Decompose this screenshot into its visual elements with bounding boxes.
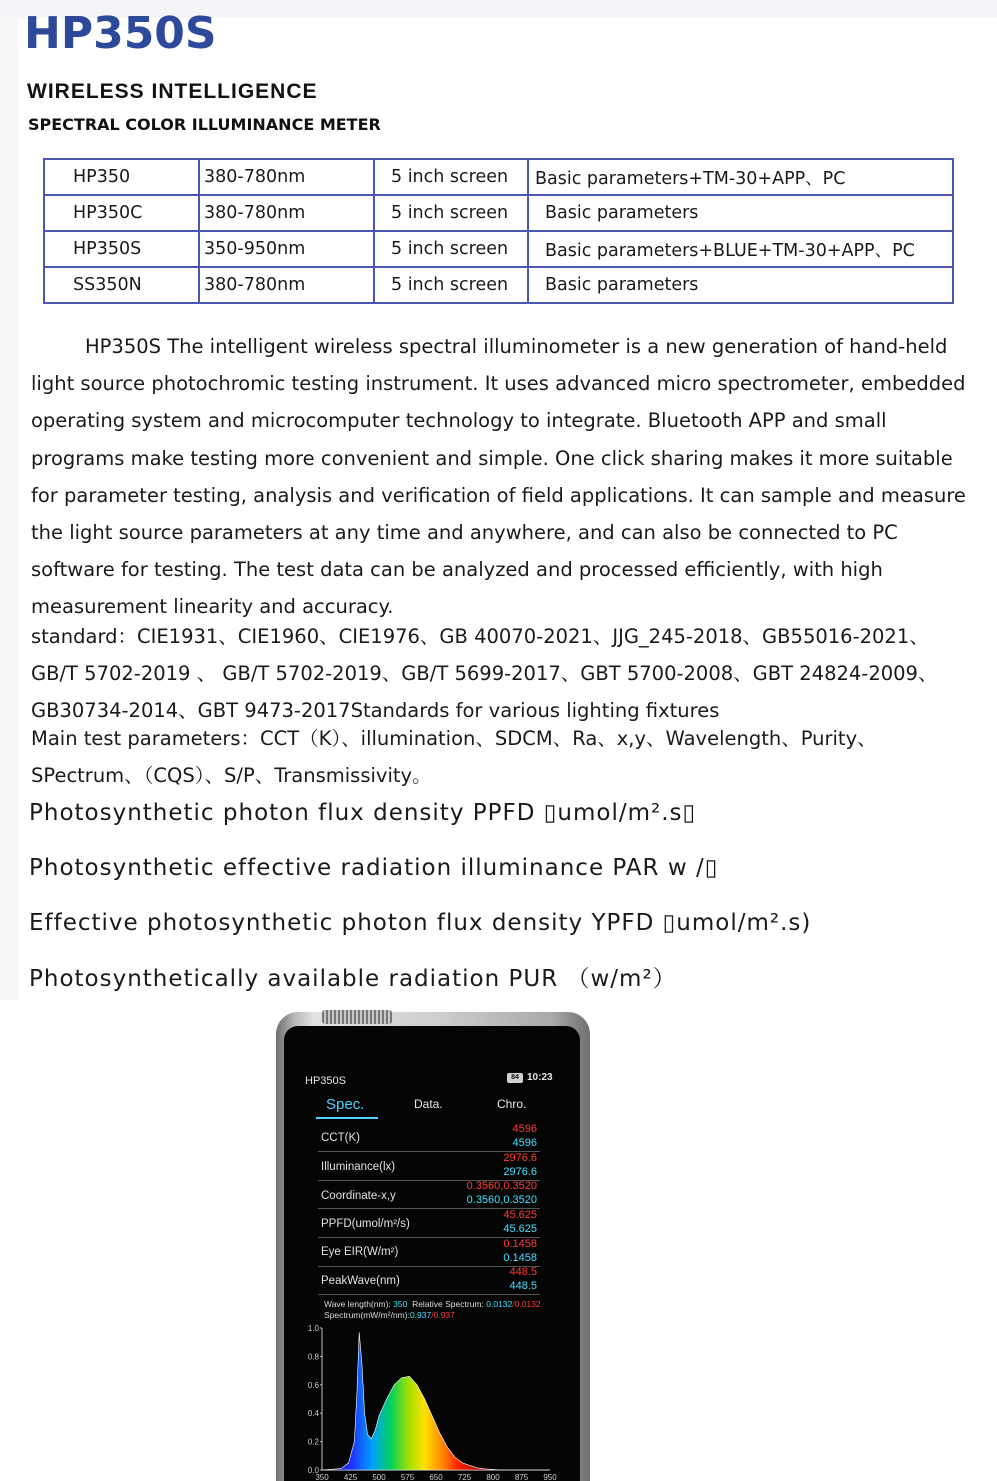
reading-label: PeakWave(nm) — [321, 1275, 400, 1287]
range-cell: 350-950nm — [199, 231, 374, 267]
model-cell: HP350S — [44, 231, 199, 267]
spec-label: Spectrum(mW/m²/nm): — [324, 1310, 410, 1320]
reading-red: 448.5 — [509, 1266, 537, 1278]
table-row — [44, 267, 953, 303]
reading-label: Coordinate-x,y — [321, 1190, 396, 1202]
rel-red: /0.0132 — [512, 1299, 541, 1309]
reading-red: 2976.6 — [503, 1152, 537, 1164]
tab-chro[interactable]: Chro. — [497, 1097, 527, 1111]
reading-label: PPFD(umol/m²/s) — [321, 1218, 410, 1230]
x-tick-label: 500 — [372, 1473, 386, 1481]
subtitle-wireless: WIRELESS INTELLIGENCE — [27, 80, 318, 103]
reading-red: 45.625 — [503, 1209, 537, 1221]
range-cell: 380-780nm — [199, 267, 374, 303]
spec-red: /0.937 — [431, 1310, 455, 1320]
y-tick-label: 1.0 — [307, 1324, 319, 1333]
screen-clock: 10:23 — [527, 1072, 553, 1083]
param-ppfd: Photosynthetic photon flux density PPFD ▯umol/m².s▯ — [29, 800, 697, 826]
screen-cell: 5 inch screen — [374, 231, 528, 267]
screen-title: HP350S — [305, 1075, 346, 1087]
y-tick-label: 0.6 — [307, 1380, 319, 1390]
screen-cell: 5 inch screen — [374, 159, 528, 195]
x-tick-label: 800 — [486, 1473, 500, 1481]
standard-paragraph: standard：CIE1931、CIE1960、CIE1976、GB 40070-2021、JJG_245-2018、GB55016-2021、GB/T 5702-2019 、 GB/T 5702-2019、GB/T 5699-2017、GBT 5700-2008、GBT 24824-2009、GB30734-2014、GBT 9473-2017Standards for various lighting fixtures — [31, 625, 938, 723]
features-cell: Basic parameters+BLUE+TM-30+APP、PC — [528, 231, 953, 267]
description-text: HP350S The intelligent wireless spectral illuminometer is a new generation of hand-held light source photochromic testing instrument. It uses advanced micro spectrometer, embedded operating system and microcomputer technology to integrate. Bluetooth APP and small programs make testing more convenient and simple. One click sharing makes it more suitable for parameter testing, analysis and verification of field applications. It can sample and measure the light source parameters at any time and anywhere, and can also be connected to PC software for testing. The test data can be analyzed and processed efficiently, with high measurement linearity and accuracy. — [31, 335, 966, 619]
reading-label: Eye EIR(W/m²) — [321, 1246, 399, 1258]
param-par: Photosynthetic effective radiation illuminance PAR w /▯ — [29, 855, 719, 881]
device-knob — [322, 1010, 392, 1024]
screen-cell: 5 inch screen — [374, 267, 528, 303]
spectrum-area — [322, 1332, 550, 1470]
page-title: HP350S — [24, 8, 217, 59]
side-wash — [0, 18, 18, 1000]
param-ypfd: Effective photosynthetic photon flux density YPFD ▯umol/m².s) — [29, 910, 812, 936]
reading-red: 0.1458 — [503, 1238, 537, 1250]
spec-cyan: 0.937 — [409, 1310, 432, 1320]
wave-value: 350 — [393, 1299, 408, 1309]
y-tick-label: 0.8 — [307, 1352, 319, 1362]
reading-cyan: 0.1458 — [503, 1252, 537, 1264]
rel-cyan: 0.0132 — [486, 1299, 513, 1309]
screen-cell: 5 inch screen — [374, 195, 528, 231]
table-row — [44, 159, 953, 195]
tab-spec[interactable]: Spec. — [326, 1096, 365, 1113]
reading-red: 4596 — [512, 1123, 537, 1135]
wavelength-info — [324, 1299, 541, 1309]
y-tick-label: 0.0 — [307, 1466, 319, 1475]
battery-icon: 84 — [507, 1073, 523, 1083]
x-tick-label: 575 — [400, 1473, 415, 1481]
tab-data[interactable]: Data. — [414, 1097, 443, 1111]
table-row — [44, 231, 953, 267]
features-cell: Basic parameters — [528, 267, 953, 303]
active-tab-indicator — [316, 1117, 378, 1119]
row-divider — [318, 1266, 540, 1267]
x-tick-label: 425 — [343, 1473, 358, 1481]
features-cell: Basic parameters — [528, 195, 953, 231]
model-cell: SS350N — [44, 267, 199, 303]
spectrum-chart — [300, 1318, 560, 1481]
subtitle-meter: SPECTRAL COLOR ILLUMINANCE METER — [28, 115, 381, 134]
reading-cyan: 2976.6 — [503, 1166, 537, 1178]
rel-label: Relative Spectrum: — [412, 1299, 484, 1309]
model-cell: HP350 — [44, 159, 199, 195]
model-cell: HP350C — [44, 195, 199, 231]
main-params-paragraph: Main test parameters：CCT（K）、illumination、SDCM、Ra、x,y、Wavelength、Purity、SPectrum、（CQS）、S/P、Transmissivity。 — [31, 727, 877, 788]
param-pur: Photosynthetically available radiation PUR （w/m²） — [29, 966, 677, 992]
reading-cyan: 0.3560,0.3520 — [466, 1194, 537, 1206]
x-tick-label: 650 — [429, 1473, 443, 1481]
reading-cyan: 4596 — [512, 1137, 537, 1149]
reading-red: 0.3560,0.3520 — [466, 1180, 537, 1192]
table-row — [44, 195, 953, 231]
y-tick-label: 0.4 — [307, 1409, 319, 1419]
reading-cyan: 448.5 — [509, 1280, 537, 1292]
reading-cyan: 45.625 — [503, 1223, 537, 1235]
model-table — [43, 158, 954, 304]
wave-label: Wave length(nm): — [324, 1299, 391, 1309]
range-cell: 380-780nm — [199, 195, 374, 231]
y-tick-label: 0.2 — [307, 1437, 319, 1447]
features-cell: Basic parameters+TM-30+APP、PC — [528, 159, 953, 195]
x-tick-label: 725 — [457, 1473, 472, 1481]
range-cell: 380-780nm — [199, 159, 374, 195]
x-tick-label: 875 — [514, 1473, 529, 1481]
reading-label: CCT(K) — [321, 1132, 360, 1144]
reading-label: Illuminance(lx) — [321, 1161, 396, 1173]
row-divider — [318, 1294, 540, 1295]
x-tick-label: 350 — [315, 1473, 329, 1481]
x-tick-label: 950 — [543, 1473, 557, 1481]
description-paragraph — [31, 328, 971, 626]
